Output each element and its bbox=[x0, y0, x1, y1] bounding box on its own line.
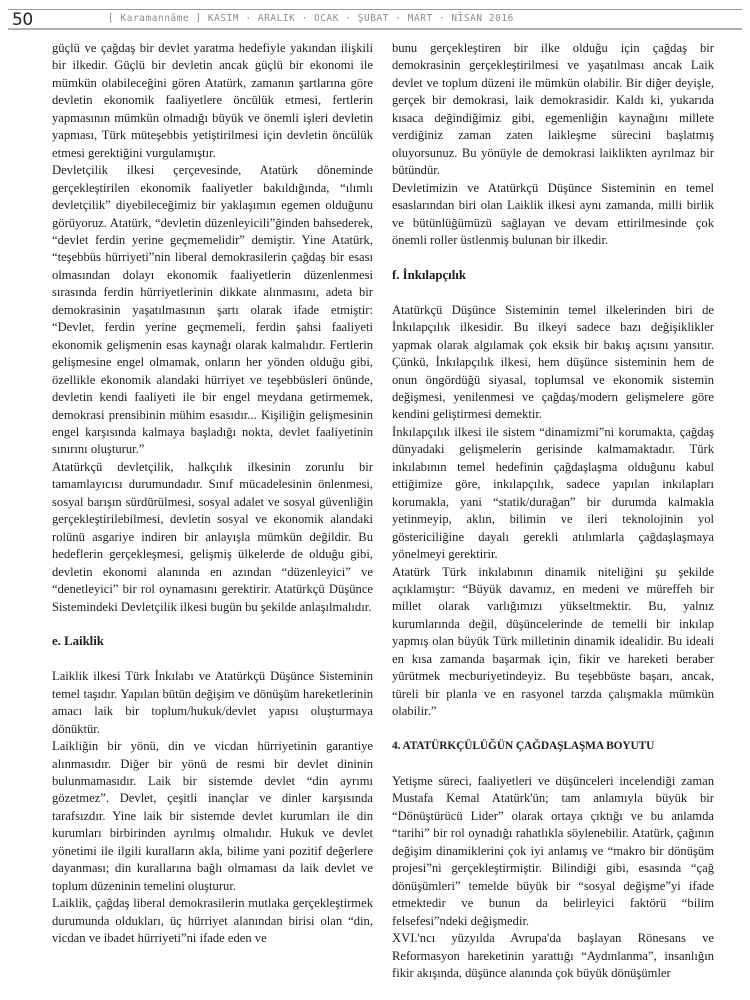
paragraph-inkilapcilik-dinamizm: İnkılapçılık ilkesi ile sistem “dinamizmi”ni korumakta, çağdaş dünyadaki gelişmelerin gerisinde kalmamaktadır. Türk inkılabının temel hedefinin çağdaşlaşma olduğunu kabul ettiğimize göre, inkılapçılık, sadece yapılan inkılapları korumakla, yani “statik/durağan” bir durumda kalmakla yetinmeyip, aklın, bilimin ve ileri teknolojinin yol göstericiliğine dayalı gerekli atılımlarla çağdaşlaşmaya yönelmeyi gerektirir. bbox=[392, 424, 714, 562]
paragraph-laik-demokrasi: bunu gerçekleştiren bir ilke olduğu için çağdaş bir demokrasinin gerçekleştirilmesi ve yaşatılması ancak Laik devlet ve toplum düzeni ile mümkün olabilir. Bir diğer deyişle, gerçek bir demokrasi, laik demokrasidir. Kaldı ki, yukarıda kısaca değindiğimiz gibi, egemenliğin kaynağını millete verdiğiniz zaman zaten laikleşme sürecini başlatmış oluyorsunuz. Bu yönüyle de demokrasi laiklikten ayrılmaz bir bütündür. bbox=[392, 41, 714, 178]
paragraph-inkilapcilik-temel: Atatürkçü Düşünce Sisteminin temel ilkelerinden biri de İnkılapçılık ilkesidir. Bu ilkeyi sadece bazı değişiklikler yapmak olarak algılamak çok eksik bir bakış açısını yansıtır. Çünkü, İnkılapçılık ilkesi, hem düşünce sisteminin hem de onun öngördüğü siyasal, toplumsal ve ekonomik sistemin değişmesi, yenilenmesi ve çağdaş/modern gelişmelere göre kendini geliştirmesi demektir. bbox=[392, 302, 714, 422]
header-bottom-rule bbox=[8, 28, 742, 30]
page-number: 50 bbox=[12, 10, 33, 30]
paragraph-ataturkcu-devletcilik: Atatürkçü devletçilik, halkçılık ilkesinin zorunlu bir tamamlayıcısı durumundadır. Sınıf mücadelesinin önlenmesi, sosyal barışın sürdürülmesi, sosyal adalet ve sosyal güvenliğin gerçekleştirilebilmesi, devletin sosyal ve ekonomik alandaki rolünü asgariye indiren bir anlayışla mümkün değildir. Bu hedeflerin gerçekleşmesi, gelişmiş ülkelerde de olduğu gibi, devletin ekonomi alanında en azından “düzenleyici” ve “denetleyici” bir rol oynamasını gerektirir. Atatürkçü Düşünce Sistemindeki Devletçilik ilkesi bugün bu şekilde anlaşılmalıdır. bbox=[52, 459, 373, 614]
paragraph-devletcilik-intro: güçlü ve çağdaş bir devlet yaratma hedefiyle yakından ilişkili bir ilkedir. Güçlü bir devletin ancak güçlü bir ekonomi ile mümkün olabileceğini gören Atatürk, zamanın şartlarına göre devletin ekonomik faaliyetlere öncülük etmesi, fertlerin yapmasının mümkün olmadığı büyük ve önemli işleri devletin yapması, Türk müteşebbis yetiştirilmesi için devletin öncülük etmesi gerektiğini vurgulamıştır. bbox=[52, 41, 373, 160]
header-top-rule bbox=[8, 9, 742, 10]
paragraph-ronesans-reformasyon: XVI.'ncı yüzyılda Avrupa'da başlayan Rönesans ve Reformasyon hareketinin yarattığı “Aydınlanma”, insanlığın fikir akışında, düşünce alanında çok büyük dönüşümler bbox=[392, 931, 714, 980]
section-heading-laiklik: e. Laiklik bbox=[52, 634, 104, 649]
section-heading-cagdaslasma: 4. ATATÜRKÇÜLÜĞÜN ÇAĞDAŞLAŞMA BOYUTU bbox=[392, 740, 655, 753]
left-column bbox=[52, 40, 373, 948]
paragraph-laiklik-milli-birlik: Devletimizin ve Atatürkçü Düşünce Sisteminin en temel esaslarından biri olan Laiklik ilkesi aynı zamanda, milli birlik ve bütünlüğümüzü sağlayan ve devam ettirilmesinde çok önemli roller üstlenmiş bulunan bir ilkedir. bbox=[392, 180, 714, 247]
right-column bbox=[392, 40, 714, 982]
paragraph-laiklik-demokrasi: Laiklik, çağdaş liberal demokrasilerin mutlaka gerçekleştirmek durumunda oldukları, üç hürriyet alanından birisi olan “din, vicdan ve ibadet hürriyeti”ni ifade eden ve bbox=[52, 896, 373, 946]
paragraph-ataturk-quote: Atatürk Türk inkılabının dinamik niteliğini şu şekilde açıklamıştır: “Büyük davamız, en medeni ve müreffeh bir millet olarak varlığımızı yükseltmektir. Bu, yalnız kurumlarında değil, düşüncelerinde de temelli bir inkılap yapmış olan büyük Türk milletinin dinamik idealidir. Bu ideali en kısa zamanda başarmak için, fikir ve hareketi beraber yürütmek mecburiyetindeyiz. Bu teşebbüste başarı, ancak, türeli bir planla ve en rasyonel tarzda çalışmakla mümkün olabilir.” bbox=[392, 564, 714, 719]
running-head: [ Karamannâme ] KASIM · ARALIK · OCAK · ŞUBAT · MART · NİSAN 2016 bbox=[108, 13, 514, 24]
paragraph-laikligin-yonu: Laikliğin bir yönü, din ve vicdan hürriyetinin garantiye alınmasıdır. Diğer bir yönü de resmi bir devlet dininin bulunmamasıdır. Laik bir sistemde devlet “din ayrımı gözetmez”. Devlet, çeşitli inançlar ve dinler karşısında tarafsızdır. Yine laik bir sistemde devlet kurumları ile din kurumları birbirinden ayrılmış olmalıdır. Hukuk ve devlet yönetimi ile ilgili kuralların akla, bilime yani pozitif değerlere dayanması; din kurallarına bağlı olmaması da laik devlet ve toplum düzeninin temelini oluşturur. bbox=[52, 739, 373, 893]
section-heading-inkilapcilik: f. İnkılapçılık bbox=[392, 267, 466, 282]
paragraph-laiklik-temel: Laiklik ilkesi Türk İnkılabı ve Atatürkçü Düşünce Sisteminin temel taşıdır. Yapılan bütün değişim ve dönüşüm hareketlerinin amacı laik bir toplum/hukuk/devlet yapısı oluşturmaya dönüktür. bbox=[52, 669, 373, 736]
paragraph-devletcilik-cercevesinde: Devletçilik ilkesi çerçevesinde, Atatürk döneminde gerçekleştirilen ekonomik faaliyetler bakıldığında, “ılımlı devletçilik” diyebileceğimiz bir yaklaşımın egemen olduğunu görüyoruz. Atatürk, “devletin düzenleyicili”ğinden bahsederek, “devlet ferdin yerine geçmemelidir” demiştir. Yine Atatürk, “teşebbüs hürriyeti”nin liberal demokrasilerin çağdaş bir esası olmasından dolayı ekonomik faaliyetlerin düzenlenmesi sırasında ferdin hürriyetlerinin dikkate alınmasını, adeta bir demokrasinin yaşatılmasının şartı olarak ifade etmiştir: “Devlet, ferdin yerine geçmemeli, ferdin şahsi faaliyeti ekonomik gelişmenin esas kaynağı olarak kalmalıdır. Fertlerin gelişmesine engel olmamak, onların her yönden olduğu gibi, özellikle ekonomik alandaki hürriyet ve teşebbüsleri önünde, devletin kendi faaliyeti ile bir engel meydana getirmemek, demokrasi prensibinin mühim esasıdır... Kişiliğin gelişmesinin engel karşısında kalmaya başladığı nokta, devlet faaliyetinin sınırını oluşturur.” bbox=[52, 163, 373, 457]
paragraph-donusturucu-lider: Yetişme süreci, faaliyetleri ve düşünceleri incelendiği zaman Mustafa Kemal Atatürk'ün; tam anlamıyla büyük bir “Dönüştürücü Lider” olarak ortaya çıktığı ve bu anlamda “tarihi” bir rol oynadığı rahatlıkla söylenebilir. Atatürk, çağının değişim dinamiklerini çok iyi anlamış ve “makro bir dönüşüm projesi”ni gerçekleştirmiştir. Bilindiği gibi, esasında “çağ dönüşümleri” temelde büyük bir “sosyal değişme”yi ifade etmektedir ve bunun da belirleyici faktörü “bilim felsefesi”ndeki değişmedir. bbox=[392, 773, 714, 928]
